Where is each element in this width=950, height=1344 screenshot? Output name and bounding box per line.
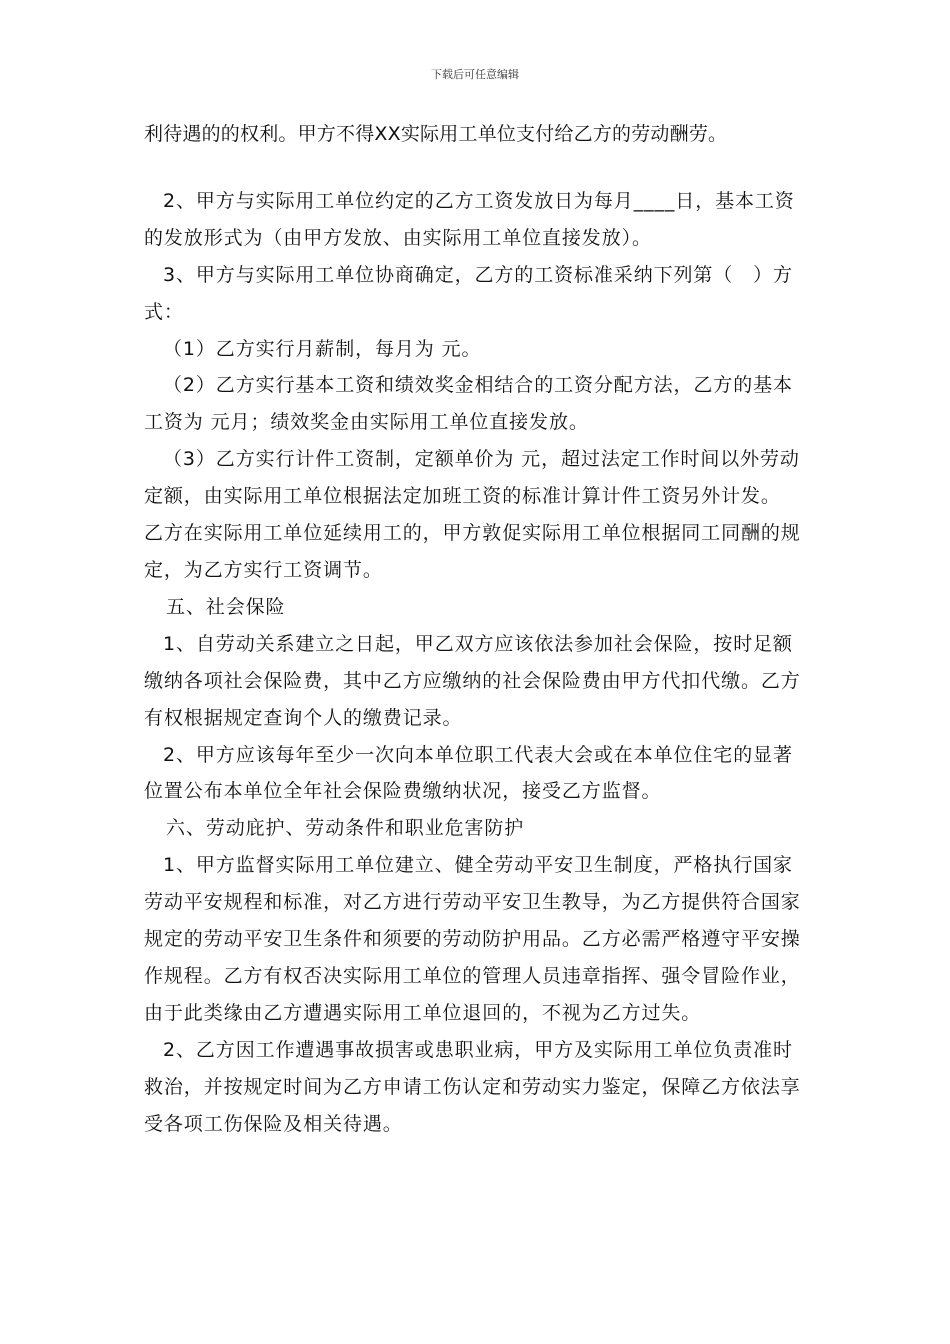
paragraph-option-base-bonus: （2）乙方实行基本工资和绩效奖金相结合的工资分配方法，乙方的基本工资为 元月；绩效奖金由实际用工单位直接发放。 [144,374,793,434]
page-header: 下载后可任意编辑 [431,68,519,81]
paragraph-option-piece-rate: （3）乙方实行计件工资制，定额单价为 元，超过法定工作时间以外劳动定额，由实际用工单位根据法定加班工资的标准计算计件工资另外计发。 乙方在实际用工单位延续用工的，甲方敦促实际用工单位根据同工同酬的规定，为乙方实行工资调节。 [144,448,832,581]
paragraph-continued-rights: 利待遇的的权利。甲方不得XX实际用工单位支付给乙方的劳动酬劳。 [144,123,728,145]
document-body [144,116,832,1142]
paragraph-wage-standard: 3、甲方与实际用工单位协商确定，乙方的工资标准采纳下列第（ ）方式： [144,263,793,323]
paragraph-gap [144,153,810,183]
paragraph-injury-treatment: 2、乙方因工作遭遇事故损害或患职业病，甲方及实际用工单位负责准时救治，并按规定时间为乙方申请工伤认定和劳动实力鉴定，保障乙方依法享受各项工伤保险及相关待遇。 [144,1038,801,1135]
section-heading-labor-protection: 六、劳动庇护、劳动条件和职业危害防护 [166,817,525,840]
section-heading-social-insurance: 五、社会保险 [166,595,286,618]
paragraph-safety-supervision: 1、甲方监督实际用工单位建立、健全劳动平安卫生制度，严格执行国家劳动平安规程和标准，对乙方进行劳动平安卫生教导，为乙方提供符合国家规定的劳动平安卫生条件和须要的劳动防护用品。乙方必需严格遵守平安操作规程。乙方有权否决实际用工单位的管理人员违章指挥、强令冒险作业，由于此类缘由乙方遭遇实际用工单位退回的，不视为乙方过失。 [144,854,801,1024]
paragraph-insurance-enrollment: 1、自劳动关系建立之日起，甲乙双方应该依法参加社会保险，按时足额缴纳各项社会保险费，其中乙方应缴纳的社会保险费由甲方代扣代缴。乙方有权根据规定查询个人的缴费记录。 [144,632,801,729]
paragraph-option-monthly: （1）乙方实行月薪制，每月为 元。 [163,337,482,360]
paragraph-insurance-disclosure: 2、甲方应该每年至少一次向本单位职工代表大会或在本单位住宅的显著位置公布本单位全年社会保险费缴纳状况，接受乙方监督。 [144,743,793,803]
paragraph-wage-payday: 2、甲方与实际用工单位约定的乙方工资发放日为每月____日，基本工资的发放形式为（由甲方发放、由实际用工单位直接发放）。 [144,189,795,249]
